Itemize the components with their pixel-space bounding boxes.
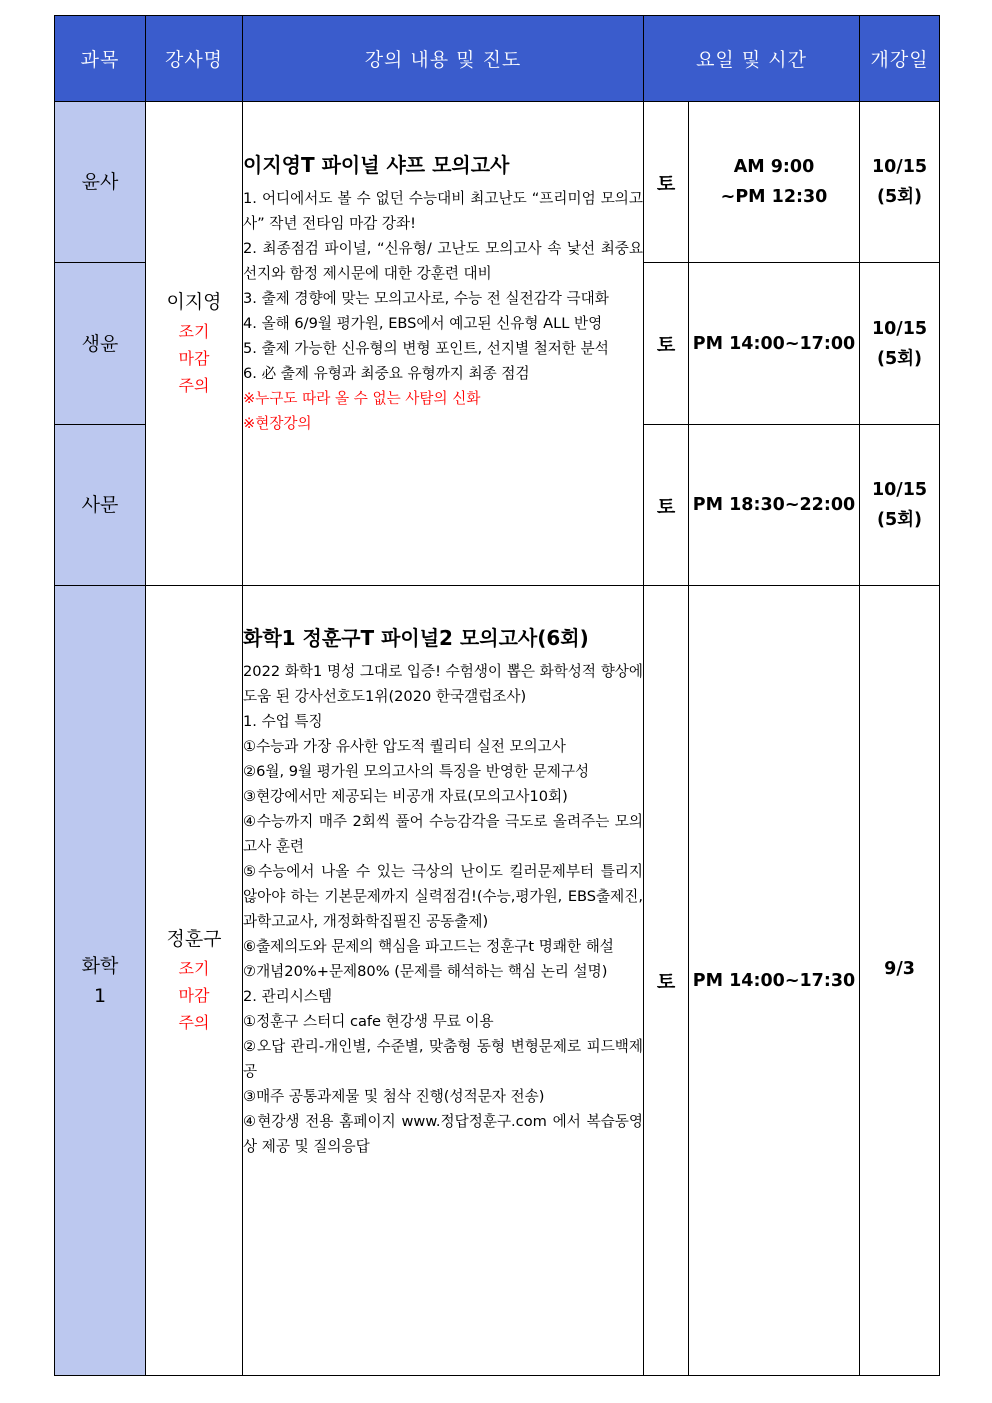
teacher-cell bbox=[146, 586, 243, 1376]
header-row bbox=[55, 16, 940, 102]
warning-text: 조기 bbox=[178, 322, 210, 341]
time-end: ~PM 12:30 bbox=[720, 187, 828, 207]
start-date-cell bbox=[860, 425, 940, 586]
day-cell: 토 bbox=[644, 102, 689, 263]
content-line: 2022 화학1 명성 그대로 입증! 수험생이 뽑은 화학성적 향상에 도움 된 강사선호도1위(2020 한국갤럽조사) bbox=[243, 663, 643, 705]
day-cell: 토 bbox=[644, 586, 689, 1376]
time-cell bbox=[689, 263, 860, 425]
warning-text: 주의 bbox=[178, 376, 210, 395]
warning-text: 주의 bbox=[178, 1013, 210, 1032]
teacher-cell bbox=[146, 102, 243, 586]
content-line: 6. 必 출제 유형과 최중요 유형까지 최종 점검 bbox=[243, 365, 530, 382]
time-cell bbox=[689, 102, 860, 263]
header-schedule: 요일 및 시간 bbox=[644, 16, 860, 102]
content-line: ③매주 공통과제물 및 첨삭 진행(성적문자 전송) bbox=[243, 1088, 545, 1105]
content-line: ②오답 관리-개인별, 수준별, 맞춤형 동형 변형문제로 피드백제공 bbox=[243, 1038, 643, 1080]
warning-text: 마감 bbox=[178, 986, 210, 1005]
session-count: (5회) bbox=[876, 510, 923, 530]
content-line: 2. 최종점검 파이널, “신유형/ 고난도 모의고사 속 낯선 최중요 선지와 함정 제시문에 대한 강훈련 대비 bbox=[243, 240, 643, 282]
start-date-cell bbox=[860, 263, 940, 425]
warning-text: 마감 bbox=[178, 349, 210, 368]
subject-name: 화학 bbox=[81, 954, 119, 977]
content-line: 2. 관리시스템 bbox=[243, 988, 333, 1005]
highlight-line: ※누구도 따라 올 수 없는 사탐의 신화 bbox=[243, 390, 481, 407]
day-cell: 토 bbox=[644, 425, 689, 586]
content-line: ②6월, 9월 평가원 모의고사의 특징을 반영한 문제구성 bbox=[243, 763, 590, 780]
content-line: 1. 어디에서도 볼 수 없던 수능대비 최고난도 “프리미엄 모의고사” 작년 전타임 마감 강좌! bbox=[243, 190, 643, 232]
content-line: ④현강생 전용 홈페이지 www.정답정훈구.com 에서 복습동영상 제공 및 질의응답 bbox=[243, 1113, 643, 1155]
header-content: 강의 내용 및 진도 bbox=[243, 16, 644, 102]
course-title: 이지영T 파이널 샤프 모의고사 bbox=[243, 153, 510, 177]
day-cell: 토 bbox=[644, 263, 689, 425]
content-line: 3. 출제 경향에 맞는 모의고사로, 수능 전 실전감각 극대화 bbox=[243, 290, 609, 307]
time-range: PM 18:30~22:00 bbox=[692, 495, 856, 515]
course-content bbox=[243, 102, 644, 586]
subject-level: 1 bbox=[93, 984, 107, 1007]
course-title: 화학1 정훈구T 파이널2 모의고사(6회) bbox=[243, 626, 589, 650]
content-line: ①정훈구 스터디 cafe 현강생 무료 이용 bbox=[243, 1013, 494, 1030]
subject-cell bbox=[55, 586, 146, 1376]
time-start: AM 9:00 bbox=[733, 157, 815, 177]
header-teacher: 강사명 bbox=[146, 16, 243, 102]
content-line: ⑥출제의도와 문제의 핵심을 파고드는 정훈구t 명쾌한 해설 bbox=[243, 938, 614, 955]
teacher-name: 이지영 bbox=[166, 291, 222, 313]
table-row bbox=[55, 102, 940, 263]
header-subject: 과목 bbox=[55, 16, 146, 102]
start-date-cell: 9/3 bbox=[860, 586, 940, 1376]
content-line: ④수능까지 매주 2회씩 풀어 수능감각을 극도로 올려주는 모의고사 훈련 bbox=[243, 813, 643, 855]
start-date: 10/15 bbox=[871, 157, 928, 177]
content-line: 5. 출제 가능한 신유형의 변형 포인트, 선지별 철저한 분석 bbox=[243, 340, 609, 357]
time-cell: PM 14:00~17:30 bbox=[689, 586, 860, 1376]
table-row bbox=[55, 586, 940, 1376]
content-line: ①수능과 가장 유사한 압도적 퀄리티 실전 모의고사 bbox=[243, 738, 566, 755]
subject-cell: 사문 bbox=[55, 425, 146, 586]
highlight-line: ※현장강의 bbox=[243, 415, 312, 432]
time-cell bbox=[689, 425, 860, 586]
start-date: 10/15 bbox=[871, 480, 928, 500]
content-line: ⑤수능에서 나올 수 있는 극상의 난이도 킬러문제부터 틀리지 않아야 하는 기본문제까지 실력점검!(수능,평가원, EBS출제진, 과학고교사, 개정화학집필진 공동출제) bbox=[243, 863, 643, 930]
course-content bbox=[243, 586, 644, 1376]
content-line: 4. 올해 6/9월 평가원, EBS에서 예고된 신유형 ALL 반영 bbox=[243, 315, 603, 332]
warning-text: 조기 bbox=[178, 959, 210, 978]
schedule-table bbox=[54, 15, 940, 1376]
time-range: PM 14:00~17:00 bbox=[692, 333, 856, 354]
subject-cell: 윤사 bbox=[55, 102, 146, 263]
session-count: (5회) bbox=[876, 187, 923, 207]
start-date: 10/15 bbox=[871, 318, 928, 339]
start-date-cell bbox=[860, 102, 940, 263]
subject-cell: 생윤 bbox=[55, 263, 146, 425]
teacher-name: 정훈구 bbox=[166, 928, 222, 950]
content-line: ③현강에서만 제공되는 비공개 자료(모의고사10회) bbox=[243, 788, 568, 805]
content-line: 1. 수업 특징 bbox=[243, 713, 323, 730]
header-start: 개강일 bbox=[860, 16, 940, 102]
content-line: ⑦개념20%+문제80% (문제를 해석하는 핵심 논리 설명) bbox=[243, 963, 608, 980]
session-count: (5회) bbox=[876, 348, 923, 369]
